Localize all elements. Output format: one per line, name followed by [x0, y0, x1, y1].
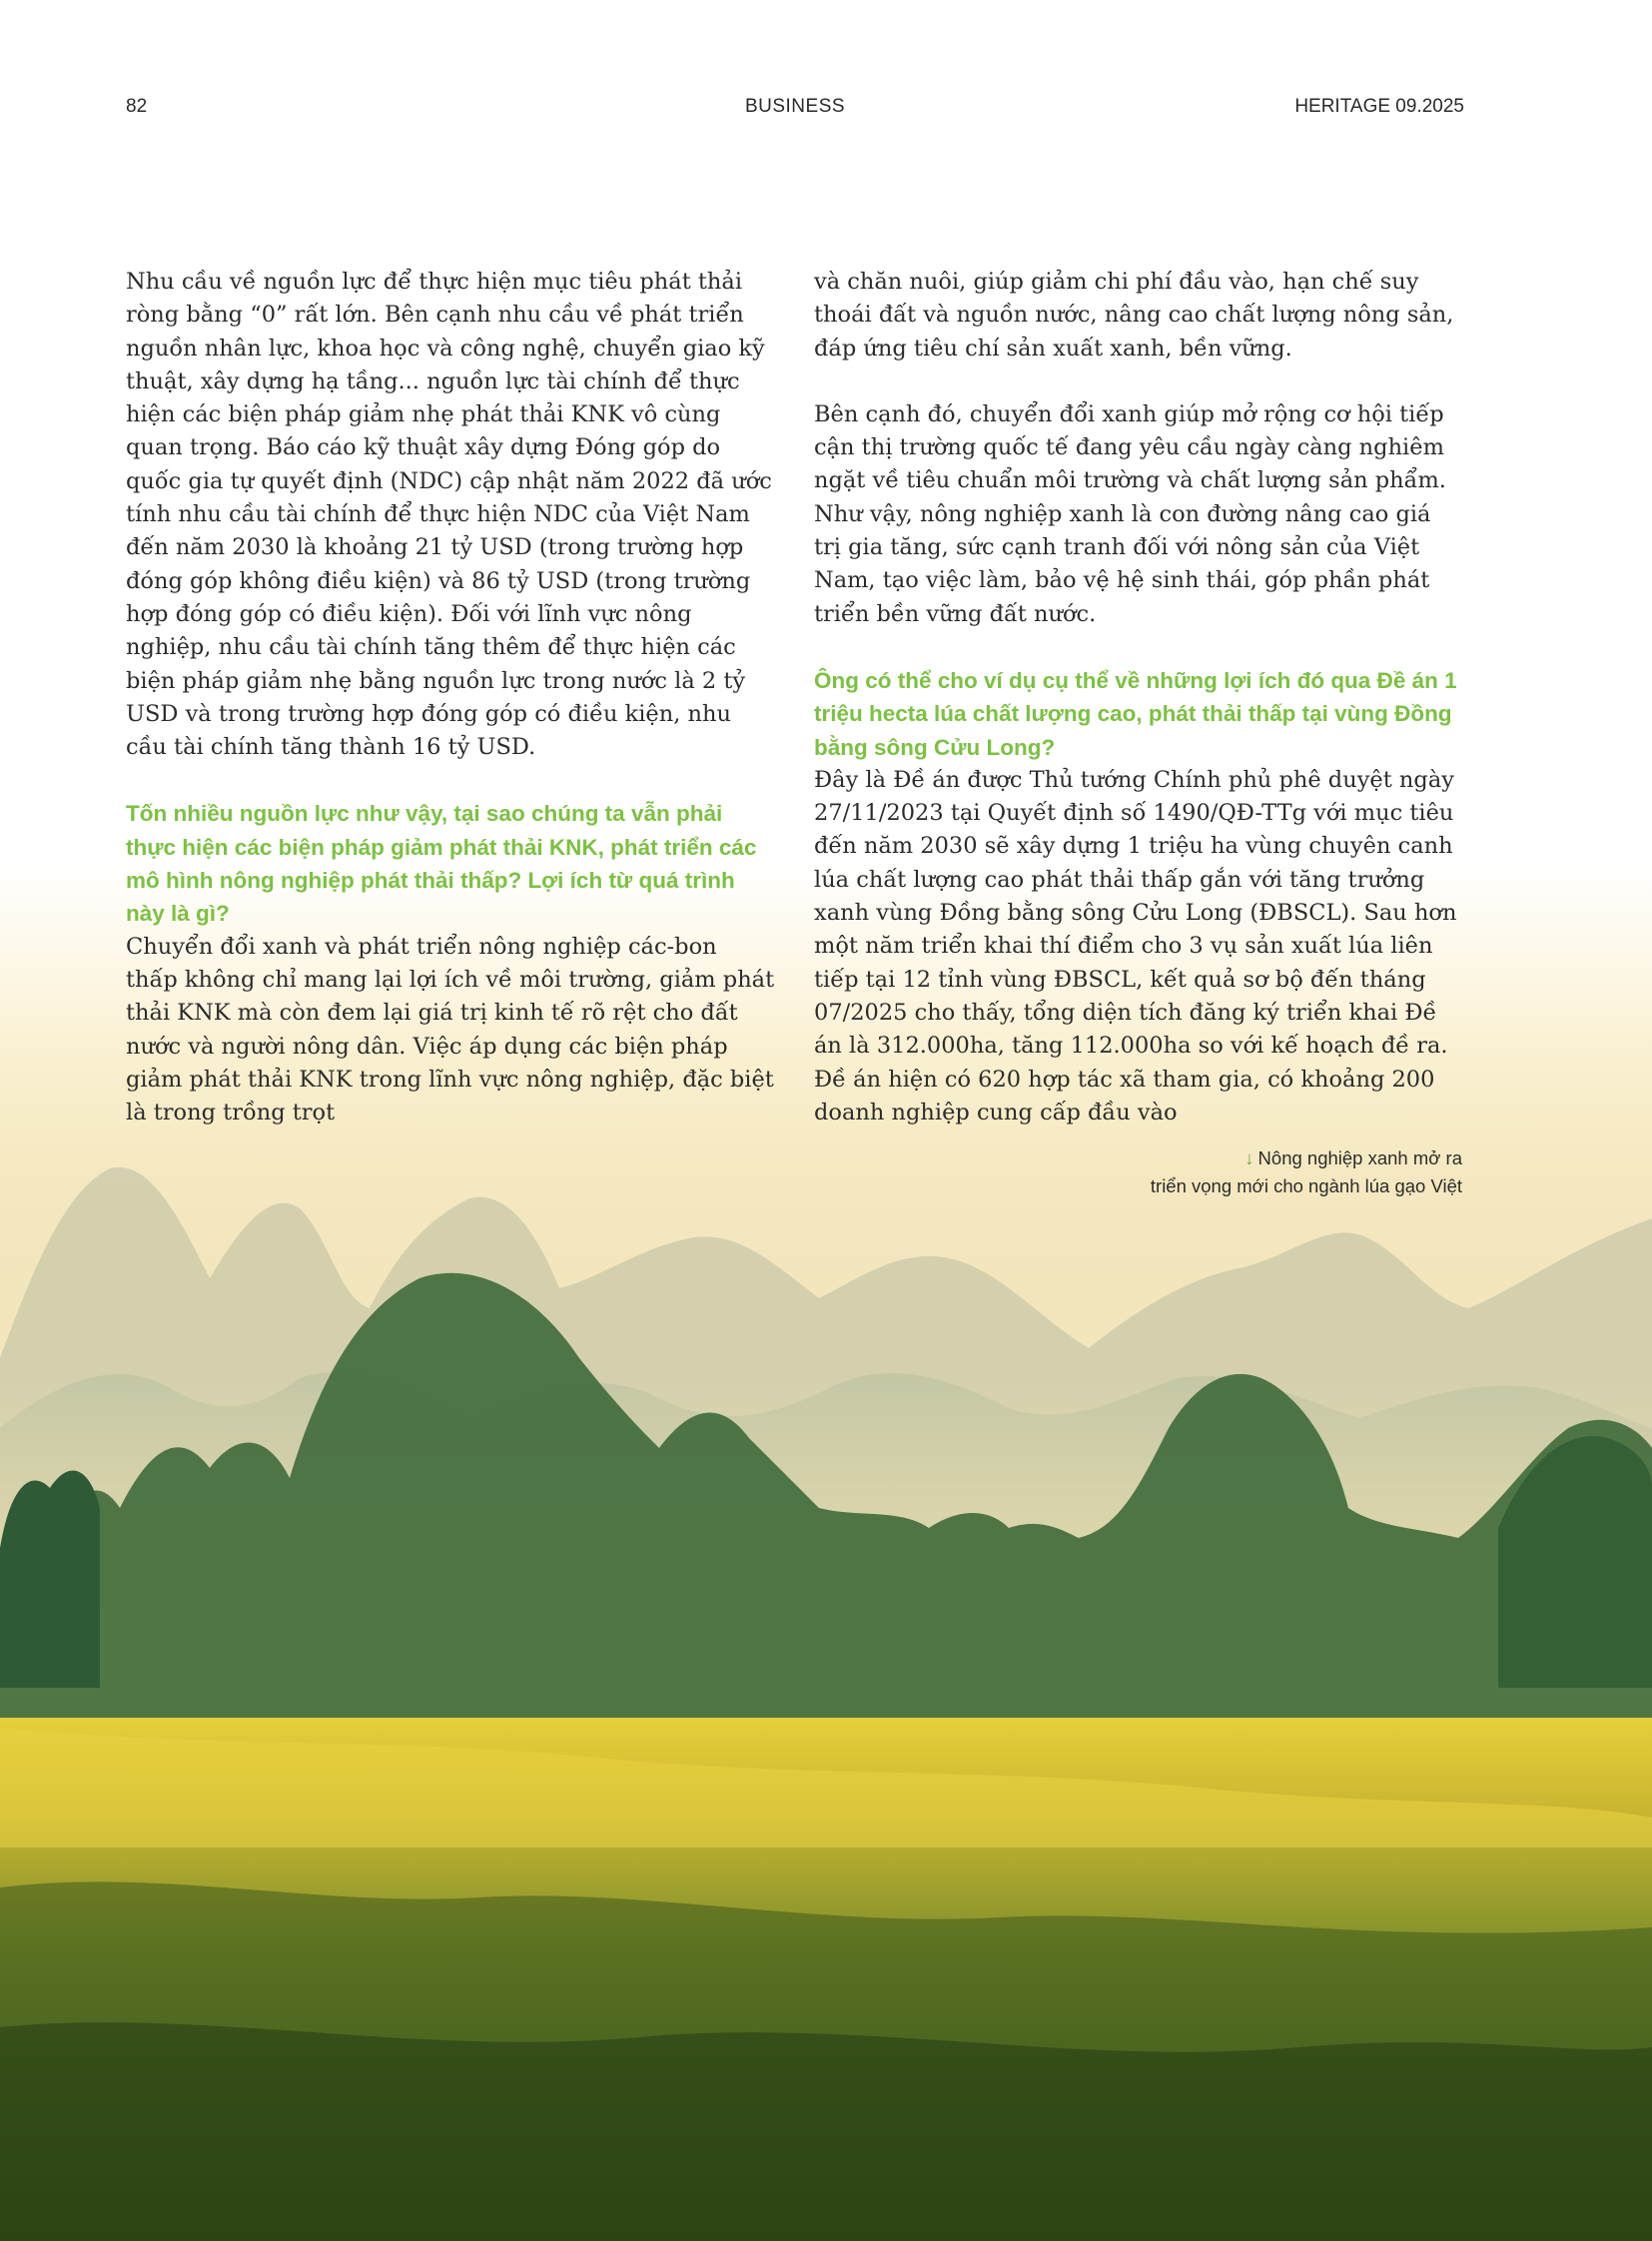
interview-question-2: Ông có thể cho ví dụ cụ thể về những lợi ích đó qua Đề án 1 triệu hecta lúa chất lượng cao, phát thải thấp tại vùng Đồng bằng sông Cửu Long? — [814, 667, 1457, 760]
page-number: 82 — [126, 96, 148, 117]
caption-line-2: triển vọng mới cho ngành lúa gạo Việt — [1150, 1175, 1462, 1196]
rice-field-landscape-photo — [0, 1128, 1652, 2241]
caption-line-1: Nông nghiệp xanh mở ra — [1257, 1147, 1462, 1168]
left-trees — [0, 1471, 100, 1688]
right-paragraph-2: Bên cạnh đó, chuyển đổi xanh giúp mở rộng cơ hội tiếp cận thị trường quốc tế đang yêu cầu ngày càng nghiêm ngặt về tiêu chuẩn môi trường và chất lượng sản phẩm. Như vậy, nông nghiệp xanh là con đường nâng cao giá trị gia tăng, sức cạnh tranh đối với nông sản của Việt Nam, tạo việc làm, bảo vệ hệ sinh thái, góp phần phát triển bền vững đất nước. — [814, 400, 1446, 627]
arrow-down-icon: ↓ — [1244, 1147, 1254, 1168]
left-paragraph-1: Nhu cầu về nguồn lực để thực hiện mục tiêu phát thải ròng bằng “0” rất lớn. Bên cạnh nhu cầu về phát triển nguồn nhân lực, khoa học và công nghệ, chuyển giao kỹ thuật, xây dựng hạ tầng... nguồn lực tài chính để thực hiện các biện pháp giảm nhẹ phát thải KNK vô cùng quan trọng. Báo cáo kỹ thuật xây dựng Đóng góp do quốc gia tự quyết định (NDC) cập nhật năm 2022 đã ước tính nhu cầu tài chính để thực hiện NDC của Việt Nam đến năm 2030 là khoảng 21 tỷ USD (trong trường hợp đóng góp không điều kiện) và 86 tỷ USD (trong trường hợp đóng góp có điều kiện). Đối với lĩnh vực nông nghiệp, nhu cầu tài chính tăng thêm để thực hiện các biện pháp giảm nhẹ bằng nguồn lực trong nước là 2 tỷ USD và trong trường hợp đóng góp có điều kiện, nhu cầu tài chính tăng thành 16 tỷ USD. — [126, 269, 772, 761]
right-text-column — [814, 266, 1463, 1129]
photo-caption — [1151, 1144, 1462, 1200]
right-paragraph-1: và chăn nuôi, giúp giảm chi phí đầu vào, hạn chế suy thoái đất và nguồn nước, nâng cao chất lượng nông sản, đáp ứng tiêu chí sản xuất xanh, bền vững. — [814, 269, 1454, 362]
left-paragraph-2: Chuyển đổi xanh và phát triển nông nghiệp các-bon thấp không chỉ mang lại lợi ích về môi trường, giảm phát thải KNK mà còn đem lại giá trị kinh tế rõ rệt cho đất nước và người nông dân. Việc áp dụng các biện pháp giảm phát thải KNK trong lĩnh vực nông nghiệp, đặc biệt là trong trồng trọt — [126, 933, 775, 1126]
left-text-column — [126, 266, 775, 1129]
right-paragraph-3: Đây là Đề án được Thủ tướng Chính phủ phê duyệt ngày 27/11/2023 tại Quyết định số 1490/QĐ-TTg với mục tiêu đến năm 2030 sẽ xây dựng 1 triệu ha vùng chuyên canh lúa chất lượng cao phát thải thấp gắn với tăng trưởng xanh vùng Đồng bằng sông Cửu Long (ĐBSCL). Sau hơn một năm triển khai thí điểm cho 3 vụ sản xuất lúa liên tiếp tại 12 tỉnh vùng ĐBSCL, kết quả sơ bộ đến tháng 07/2025 cho thấy, tổng diện tích đăng ký triển khai Đề án là 312.000ha, tăng 112.000ha so với kế hoạch đề ra. Đề án hiện có 620 hợp tác xã tham gia, có khoảng 200 doanh nghiệp cung cấp đầu vào — [814, 766, 1457, 1125]
page-header — [126, 96, 1464, 120]
issue-label: HERITAGE 09.2025 — [1294, 96, 1464, 117]
section-title: BUSINESS — [744, 96, 846, 117]
interview-question-1: Tốn nhiều nguồn lực như vậy, tại sao chúng ta vẫn phải thực hiện các biện pháp giảm phát thải KNK, phát triển các mô hình nông nghiệp phát thải thấp? Lợi ích từ quá trình này là gì? — [126, 801, 757, 927]
